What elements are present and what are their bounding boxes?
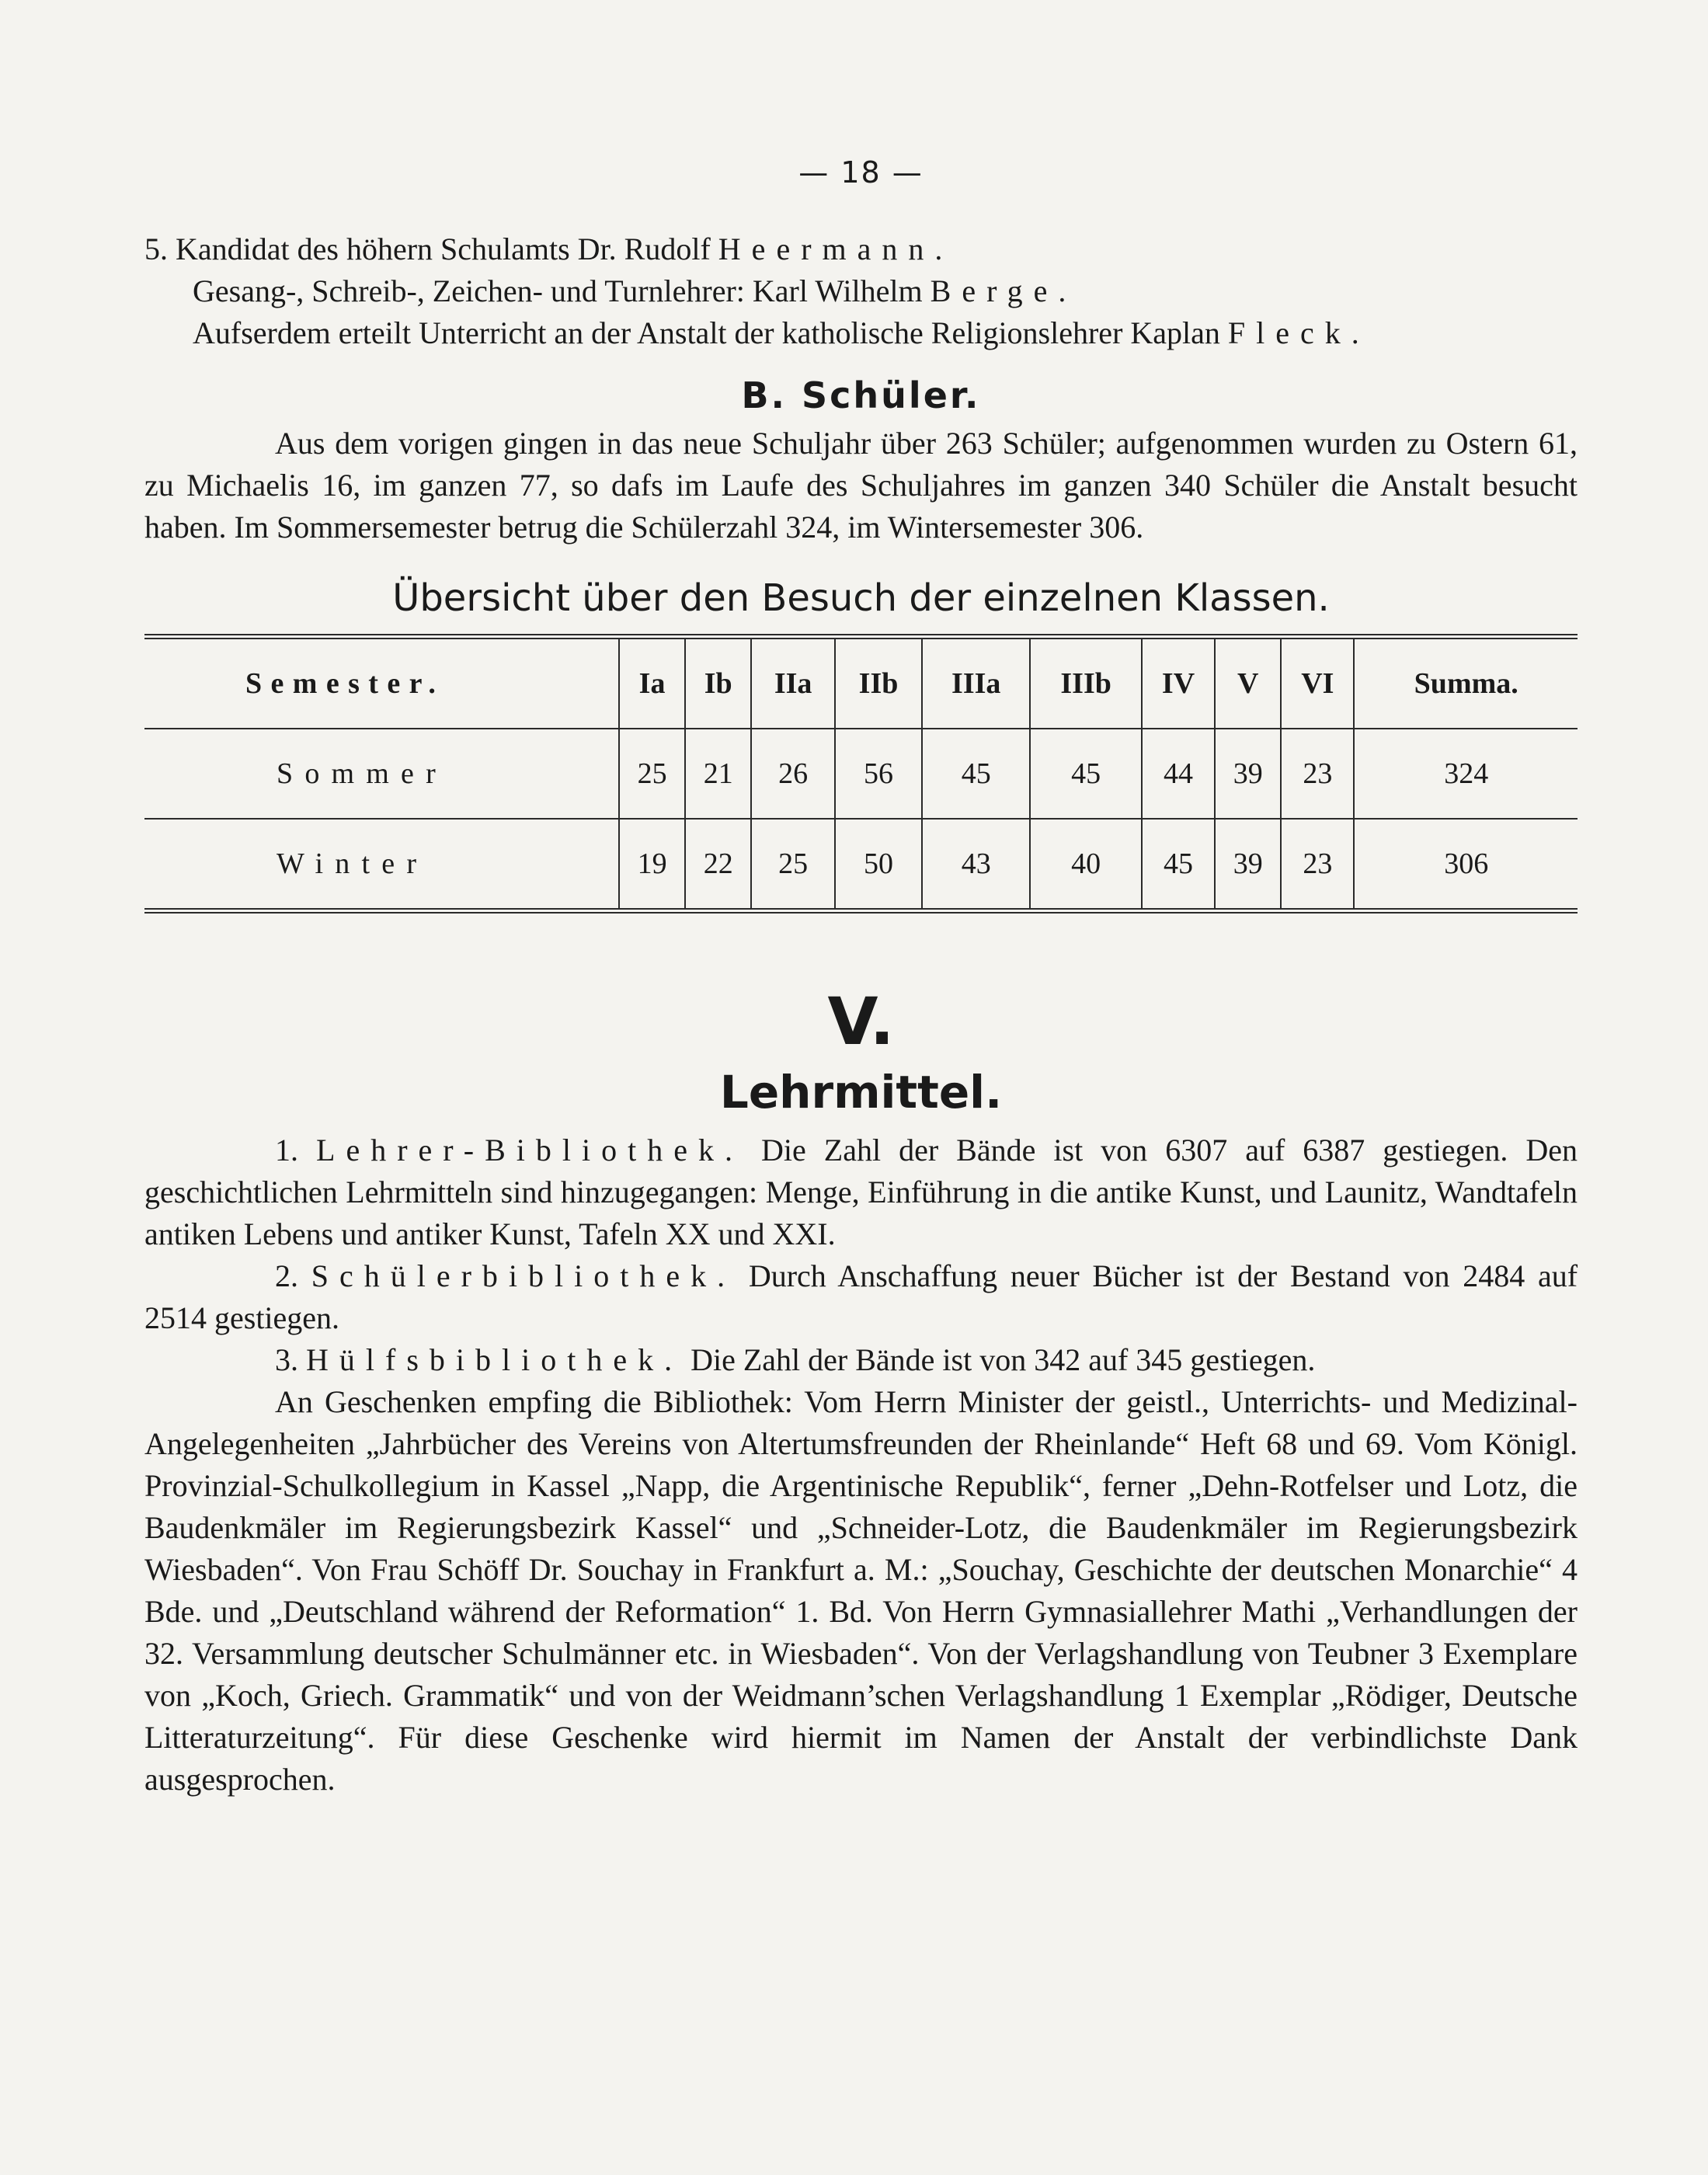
header-iia: IIa bbox=[751, 637, 835, 729]
table-cell: 56 bbox=[835, 729, 922, 819]
table-cell: 50 bbox=[835, 819, 922, 911]
paragraph-3-number: 3. bbox=[275, 1342, 298, 1377]
staff-item-5-name: Heermann. bbox=[718, 231, 954, 266]
staff-line-2-name: Berge. bbox=[930, 273, 1077, 308]
paragraph-2-text: Durch Anschaffung neuer Bücher ist der Bestand von 2484 auf 2514 gestiegen. bbox=[144, 1258, 1578, 1335]
header-ia: Ia bbox=[619, 637, 685, 729]
header-ib: Ib bbox=[685, 637, 751, 729]
paragraph-2-label: Schülerbibliothek. bbox=[311, 1258, 736, 1293]
staff-line-3-text: Aufserdem erteilt Unterricht an der Anstalt der katholische Religionslehrer Kaplan bbox=[193, 315, 1220, 350]
section-heading-schueler: B. Schüler. bbox=[741, 374, 981, 416]
header-summa: Summa. bbox=[1354, 637, 1578, 729]
paragraph-3-text: Die Zahl der Bände ist von 342 auf 345 gestiegen. bbox=[691, 1342, 1316, 1377]
table-cell: 39 bbox=[1215, 819, 1281, 911]
header-iiia: IIIa bbox=[922, 637, 1030, 729]
table-row bbox=[144, 729, 1578, 819]
attendance-table bbox=[144, 634, 1578, 914]
paragraph-1-label: Lehrer-Bibliothek. bbox=[316, 1133, 744, 1168]
staff-item-5 bbox=[144, 228, 1578, 270]
table-row bbox=[144, 819, 1578, 911]
header-vi: VI bbox=[1281, 637, 1354, 729]
paragraph-1-text: Die Zahl der Bände ist von 6307 auf 6387 gestiegen. Den geschichtlichen Lehrmitteln sind hinzugegangen: Menge, Einführung in die antike Kunst, und Launitz, Wandtafeln antiken Lebens und antiker Kunst, Tafeln XX und XXI. bbox=[144, 1133, 1578, 1251]
paragraph-1-number: 1. bbox=[275, 1133, 298, 1168]
staff-line-2 bbox=[144, 270, 1578, 312]
paragraph-3-label: Hülfsbibliothek. bbox=[306, 1342, 684, 1377]
lehrmittel-paragraph-1 bbox=[144, 1129, 1578, 1255]
table-cell: 45 bbox=[1030, 729, 1142, 819]
table-title: Übersicht über den Besuch der einzelnen Klassen. bbox=[392, 576, 1330, 620]
table-cell: 23 bbox=[1281, 819, 1354, 911]
table-cell-total: 324 bbox=[1354, 729, 1578, 819]
staff-line-2-text: Gesang-, Schreib-, Zeichen- und Turnlehrer: Karl Wilhelm bbox=[193, 273, 923, 308]
table-cell: 22 bbox=[685, 819, 751, 911]
table-cell: 25 bbox=[619, 729, 685, 819]
table-cell: 45 bbox=[922, 729, 1030, 819]
row-label: Sommer bbox=[144, 729, 619, 819]
staff-line-3-name: Fleck. bbox=[1227, 315, 1370, 350]
header-semester: Semester. bbox=[144, 637, 619, 729]
table-cell: 19 bbox=[619, 819, 685, 911]
paragraph-2-number: 2. bbox=[275, 1258, 298, 1293]
table-cell: 26 bbox=[751, 729, 835, 819]
table-cell: 43 bbox=[922, 819, 1030, 911]
lehrmittel-paragraph-2 bbox=[144, 1255, 1578, 1339]
schueler-paragraph: Aus dem vorigen gingen in das neue Schuljahr über 263 Schüler; aufgenommen wurden zu Ostern 61, zu Michaelis 16, im ganzen 77, so dafs im Laufe des Schuljahres im ganzen 340 Schüler die Anstalt besucht haben. Im Sommersemester betrug die Schülerzahl 324, im Wintersemester 306. bbox=[144, 426, 1578, 545]
table-cell: 40 bbox=[1030, 819, 1142, 911]
staff-line-3 bbox=[144, 312, 1578, 354]
header-v: V bbox=[1215, 637, 1281, 729]
document-page bbox=[144, 155, 1578, 1801]
staff-item-5-text: Kandidat des höhern Schulamts Dr. Rudolf bbox=[176, 231, 711, 266]
table-cell-total: 306 bbox=[1354, 819, 1578, 911]
section-numeral: V. bbox=[827, 983, 895, 1060]
section-heading-lehrmittel: Lehrmittel. bbox=[719, 1066, 1003, 1119]
table-cell: 21 bbox=[685, 729, 751, 819]
row-label: Winter bbox=[277, 847, 429, 880]
header-iib: IIb bbox=[835, 637, 922, 729]
lehrmittel-paragraph-4: An Geschenken empfing die Bibliothek: Vom Herrn Minister der geistl., Unterrichts- und Medizinal- Angelegenheiten „Jahrbücher des Vereins von Altertumsfreunden der Rheinlande“ Heft 68 und 69. Vom Königl. Provinzial-Schulkollegium in Kassel „Napp, die Argentinische Republik“, ferner „Dehn-Rotfelser und Lotz, die Baudenkmäler im Regierungsbezirk Kassel“ und „Schneider-Lotz, die Baudenkmäler im Regierungsbezirk Wiesbaden“. Von Frau Schöff Dr. Souchay in Frankfurt a. M.: „Souchay, Geschichte der deutschen Monarchie“ 4 Bde. und „Deutschland während der Reformation“ 1. Bd. Von Herrn Gymnasiallehrer Mathi „Verhandlungen der 32. Versammlung deutscher Schulmänner etc. in Wiesbaden“. Von der Verlagshandlung von Teubner 3 Exemplare von „Koch, Griech. Grammatik“ und von der Weidmann’schen Verlagshandlung 1 Exemplar „Rödiger, Deutsche Litteraturzeitung“. Für diese Geschenke wird hiermit im Namen der Anstalt der verbindlichste Dank ausgesprochen. bbox=[144, 1384, 1578, 1797]
table-cell: 23 bbox=[1281, 729, 1354, 819]
table-cell: 39 bbox=[1215, 729, 1281, 819]
lehrmittel-paragraph-3 bbox=[144, 1339, 1578, 1381]
table-cell: 44 bbox=[1142, 729, 1215, 819]
header-iv: IV bbox=[1142, 637, 1215, 729]
table-cell: 45 bbox=[1142, 819, 1215, 911]
page-number: — 18 — bbox=[798, 155, 924, 190]
table-header-row bbox=[144, 637, 1578, 729]
staff-item-5-number: 5. bbox=[144, 231, 168, 266]
header-iiib: IIIb bbox=[1030, 637, 1142, 729]
table-cell: 25 bbox=[751, 819, 835, 911]
